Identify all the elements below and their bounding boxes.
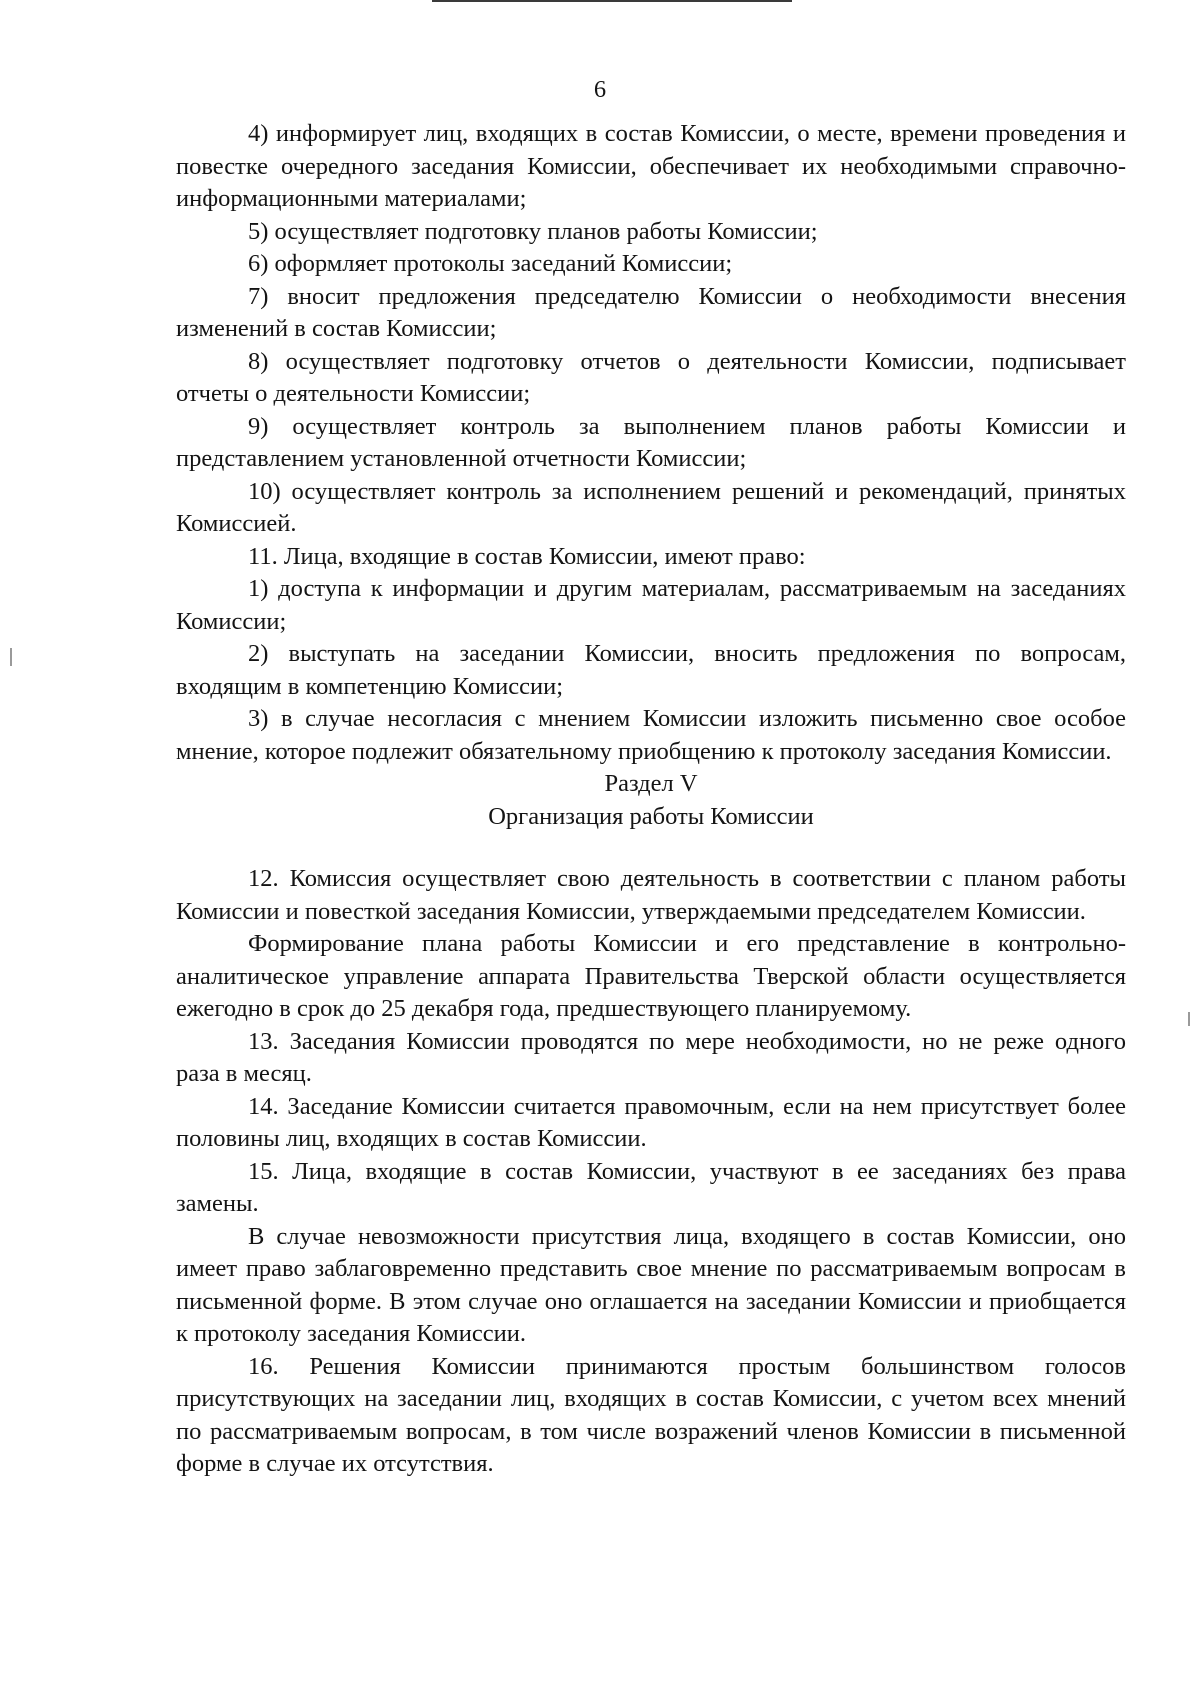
paragraph-item-6: 6) оформляет протоколы заседаний Комиссии; (248, 250, 733, 277)
section-title: Организация работы Комиссии (488, 802, 814, 830)
paragraph-plan-formation: Формирование плана работы Комиссии и его представление в контрольно-аналитическое управление аппарата Правительства Тверской области осуществляется ежегодно в срок до 25 декабря года, предшествующего планируемому. (176, 930, 1126, 1022)
paragraph-clause-12: 12. Комиссия осуществляет свою деятельность в соответствии с планом работы Комиссии и повесткой заседания Комиссии, утверждаемыми председателем Комиссии. (176, 865, 1126, 925)
paragraph-clause-16: 16. Решения Комиссии принимаются простым большинством голосов присутствующих на заседании лиц, входящих в состав Комиссии, с учетом всех мнений по рассматриваемым вопросам, в том числе возражений членов Комиссии в письменной форме в случае их отсутствия. (176, 1352, 1126, 1477)
paragraph-clause-11: 11. Лица, входящие в состав Комиссии, имеют право: (248, 542, 806, 570)
section-label: Раздел V (604, 770, 698, 797)
scan-margin-mark (1188, 1012, 1190, 1026)
document-body (176, 118, 1126, 1481)
paragraph-right-2: 2) выступать на заседании Комиссии, вносить предложения по вопросам, входящим в компетенцию Комиссии; (176, 640, 1126, 700)
paragraph-item-5: 5) осуществляет подготовку планов работы Комиссии; (248, 217, 818, 245)
paragraph-right-1: 1) доступа к информации и другим материалам, рассматриваемым на заседаниях Комиссии; (176, 575, 1126, 635)
paragraph-item-8: 8) осуществляет подготовку отчетов о деятельности Комиссии, подписывает отчеты о деятельности Комиссии; (176, 347, 1126, 407)
paragraph-right-3: 3) в случае несогласия с мнением Комиссии изложить письменно свое особое мнение, которое подлежит обязательному приобщению к протоколу заседания Комиссии. (176, 705, 1126, 765)
paragraph-absence-case: В случае невозможности присутствия лица, входящего в состав Комиссии, оно имеет право заблаговременно представить свое мнение по рассматриваемым вопросам в письменной форме. В этом случае оно оглашается на заседании Комиссии и приобщается к протоколу заседания Комиссии. (176, 1222, 1126, 1347)
paragraph-item-9: 9) осуществляет контроль за выполнением планов работы Комиссии и представлением установленной отчетности Комиссии; (176, 412, 1126, 472)
paragraph-item-10: 10) осуществляет контроль за исполнением решений и рекомендаций, принятых Комиссией. (176, 477, 1126, 537)
page-number: 6 (593, 76, 607, 103)
paragraph-item-4: 4) информирует лиц, входящих в состав Комиссии, о месте, времени проведения и повестке очередного заседания Комиссии, обеспечивает их необходимыми справочно-информационными материалами; (176, 120, 1126, 212)
paragraph-clause-13: 13. Заседания Комиссии проводятся по мере необходимости, но не реже одного раза в месяц. (176, 1027, 1126, 1087)
paragraph-clause-15: 15. Лица, входящие в состав Комиссии, участвуют в ее заседаниях без права замены. (176, 1157, 1126, 1217)
scan-edge-line (432, 0, 792, 2)
paragraph-item-7: 7) вносит предложения председателю Комиссии о необходимости внесения изменений в состав Комиссии; (176, 282, 1126, 342)
scan-margin-mark (10, 648, 12, 666)
paragraph-clause-14: 14. Заседание Комиссии считается правомочным, если на нем присутствует более половины лиц, входящих в состав Комиссии. (176, 1092, 1126, 1152)
